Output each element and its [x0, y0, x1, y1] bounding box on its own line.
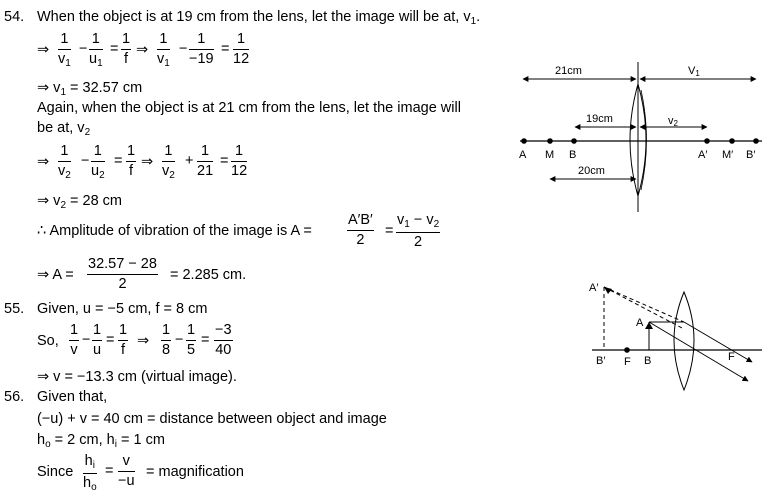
q55-result: ⇒ v = −13.3 cm (virtual image). — [37, 369, 237, 385]
label-focus-left: F — [624, 356, 631, 368]
q54-v2-result: ⇒ $v_2 = 28$ cm — [37, 193, 123, 211]
focus-point-dot — [624, 347, 630, 353]
q56-since: Since — [37, 464, 74, 480]
q54-number: 54. — [4, 9, 25, 25]
q56-given: Given that, — [37, 389, 108, 405]
label-21cm: 21cm — [555, 65, 582, 77]
label-19cm: 19cm — [586, 113, 613, 125]
label-point-b-prime: B′ — [746, 149, 756, 161]
q55-given: Given, u = −5 cm, f = 8 cm — [37, 301, 208, 317]
q55-so: So, — [37, 333, 59, 349]
q55-number: 55. — [4, 301, 25, 317]
label-point-b-prime: B′ — [596, 355, 606, 367]
label-point-a: A — [636, 317, 644, 329]
q54-intro: When the object is at 19 cm from the lens, let the image will be at, $v_1$. — [37, 9, 481, 27]
q56-line2: $h_o = 2$ cm, $h_i = 1$ cm — [37, 432, 165, 450]
q54-again-line2: be at, $v_2$ — [37, 120, 91, 138]
label-v2: $v_2$ — [668, 115, 678, 128]
label-point-a-prime: A′ — [698, 149, 708, 161]
label-point-b: B — [569, 149, 577, 161]
q56-number: 56. — [4, 389, 25, 405]
q54-again-line1: Again, when the object is at 21 cm from the lens, let the image will — [37, 100, 461, 116]
label-point-b: B — [644, 355, 652, 367]
label-v1: $V_1$ — [688, 65, 700, 78]
label-point-a-prime: A′ — [589, 282, 599, 294]
label-point-a: A — [519, 149, 527, 161]
q56-line1: (−u) + v = 40 cm = distance between object and image — [37, 411, 387, 427]
label-point-m: M — [545, 149, 555, 161]
label-20cm: 20cm — [578, 165, 605, 177]
label-point-m-prime: M′ — [722, 149, 734, 161]
label-focus-right: F — [728, 351, 735, 363]
q54-v1-result: ⇒ $v_1 = 32.57$ cm — [37, 80, 143, 98]
